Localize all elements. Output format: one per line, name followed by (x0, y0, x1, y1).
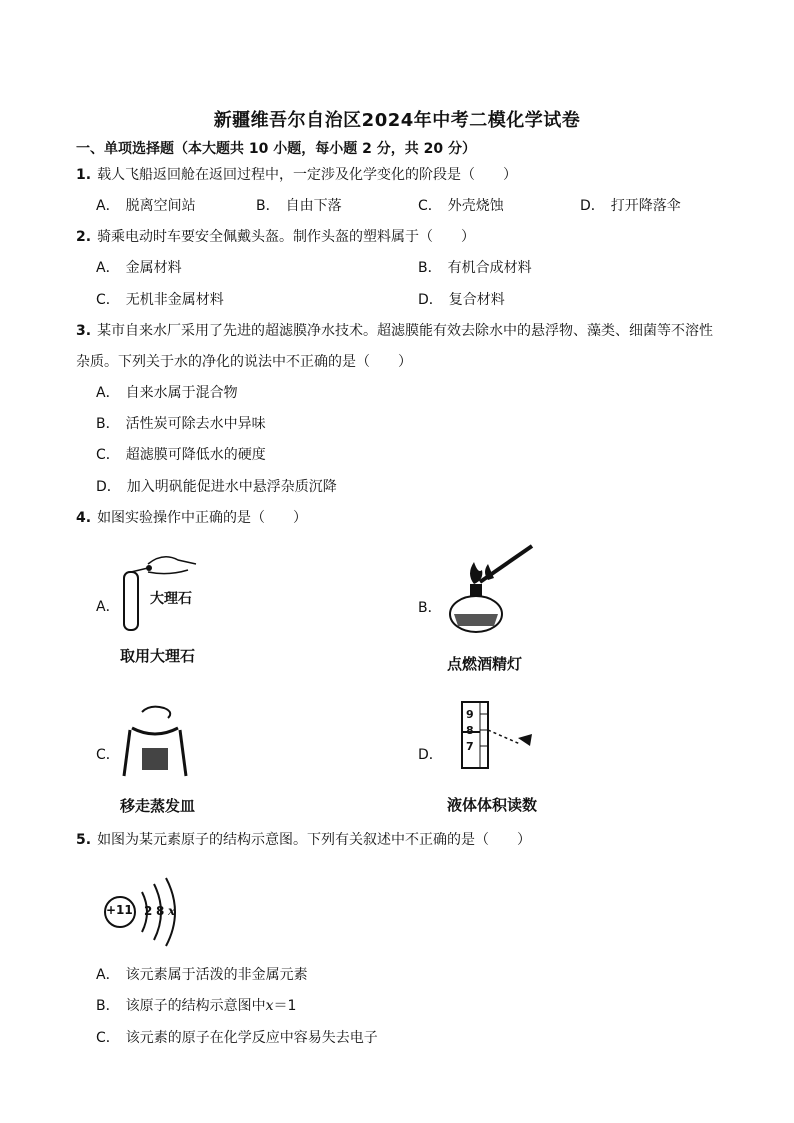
math-variable: x (265, 998, 274, 1014)
question-number: 3. (76, 323, 92, 339)
option-label: D． (418, 292, 443, 308)
q4-option-c-caption: 移走蒸发皿 (120, 797, 196, 815)
option-text: 打开降落伞 (610, 198, 681, 214)
question-text: 如图为某元素原子的结构示意图。下列有关叙述中不正确的是（ ） (97, 832, 532, 848)
shell-3-count: x (168, 904, 176, 918)
tick-label-8: 8 (466, 724, 474, 737)
option-text: 金属材料 (125, 260, 182, 276)
question-number: 4. (76, 510, 92, 526)
option-text: 自由下落 (285, 198, 342, 214)
question-text: 载人飞船返回舱在返回过程中，一定涉及化学变化的阶段是（ ） (97, 167, 518, 183)
question-text: 如图实验操作中正确的是（ ） (97, 510, 308, 526)
option-label: A． (96, 385, 120, 401)
section-heading: 一、单项选择题（本大题共 10 小题，每小题 2 分，共 20 分） (76, 141, 476, 157)
marble-inner-label: 大理石 (150, 591, 192, 607)
option-text: 复合材料 (448, 292, 505, 308)
question-3-line-2: 杂质。下列关于水的净化的说法中不正确的是（ ） (76, 354, 412, 370)
q4-option-b-caption: 点燃酒精灯 (447, 655, 523, 673)
option-text: 脱离空间站 (125, 198, 196, 214)
q1-option-c[interactable] (418, 196, 504, 216)
question-number: 2. (76, 229, 92, 245)
option-label: D． (580, 198, 605, 214)
option-text: 活性炭可除去水中异味 (125, 416, 266, 432)
option-text: 有机合成材料 (447, 260, 532, 276)
q3-option-c[interactable] (96, 445, 266, 465)
alcohol-lamp-figure (444, 544, 539, 644)
question-5 (76, 830, 531, 850)
q4-option-c-label[interactable]: C． (96, 747, 120, 763)
q4-option-d-caption: 液体体积读数 (447, 796, 538, 814)
question-4 (76, 508, 307, 528)
option-text-suffix: ＝1 (273, 998, 297, 1014)
option-label: B． (256, 198, 280, 214)
question-number: 5. (76, 832, 92, 848)
q2-option-c[interactable] (96, 290, 224, 310)
option-text: 该原子的结构示意图中 (125, 998, 266, 1014)
option-label: A． (96, 967, 120, 983)
question-number: 1. (76, 167, 92, 183)
option-text: 该元素的原子在化学反应中容易失去电子 (125, 1030, 378, 1046)
option-label: A． (96, 260, 120, 276)
question-1 (76, 165, 517, 185)
option-label: B． (96, 416, 120, 432)
question-3 (76, 321, 713, 341)
option-label: A． (96, 198, 120, 214)
q3-option-b[interactable] (96, 414, 266, 434)
shell-2-count: 8 (156, 904, 165, 918)
option-label: C． (96, 1030, 120, 1046)
q2-option-d[interactable] (418, 290, 505, 310)
question-text: 骑乘电动时车要安全佩戴头盔。制作头盔的塑料属于（ ） (97, 229, 476, 245)
q3-option-d[interactable] (96, 477, 337, 497)
option-label: D． (96, 479, 121, 495)
q2-option-b[interactable] (418, 258, 532, 278)
evaporating-dish-figure (120, 700, 190, 780)
q3-option-a[interactable] (96, 383, 238, 403)
q1-option-d[interactable] (580, 196, 681, 216)
q5-option-c[interactable] (96, 1028, 378, 1048)
q1-option-a[interactable] (96, 196, 196, 216)
option-label: C． (418, 198, 442, 214)
nucleus-charge: +11 (106, 903, 133, 917)
exam-title: 新疆维吾尔自治区2024年中考二模化学试卷 (213, 110, 581, 131)
q4-option-a-label[interactable]: A． (96, 599, 120, 615)
option-label: B． (96, 998, 120, 1014)
option-text: 无机非金属材料 (125, 292, 224, 308)
option-label: B． (418, 260, 442, 276)
question-text-line-1: 某市自来水厂采用了先进的超滤膜净水技术。超滤膜能有效去除水中的悬浮物、藻类、细菌等不溶性 (97, 323, 714, 339)
option-text: 该元素属于活泼的非金属元素 (125, 967, 308, 983)
tick-label-7: 7 (466, 740, 474, 753)
tick-label-9: 9 (466, 708, 474, 721)
q4-option-a-caption: 取用大理石 (120, 647, 196, 665)
q5-option-a[interactable] (96, 965, 308, 985)
option-text: 加入明矾能促进水中悬浮杂质沉降 (126, 479, 337, 495)
q2-option-a[interactable] (96, 258, 182, 278)
question-2 (76, 227, 475, 247)
option-text: 自来水属于混合物 (125, 385, 238, 401)
q4-option-b-label[interactable]: B． (418, 600, 442, 616)
q5-option-b[interactable] (96, 996, 296, 1016)
option-text: 超滤膜可降低水的硬度 (125, 447, 266, 463)
q1-option-b[interactable] (256, 196, 342, 216)
option-text: 外壳烧蚀 (447, 198, 504, 214)
shell-1-count: 2 (144, 904, 153, 918)
option-label: C． (96, 292, 120, 308)
option-label: C． (96, 447, 120, 463)
q4-option-d-label[interactable]: D． (418, 747, 443, 763)
